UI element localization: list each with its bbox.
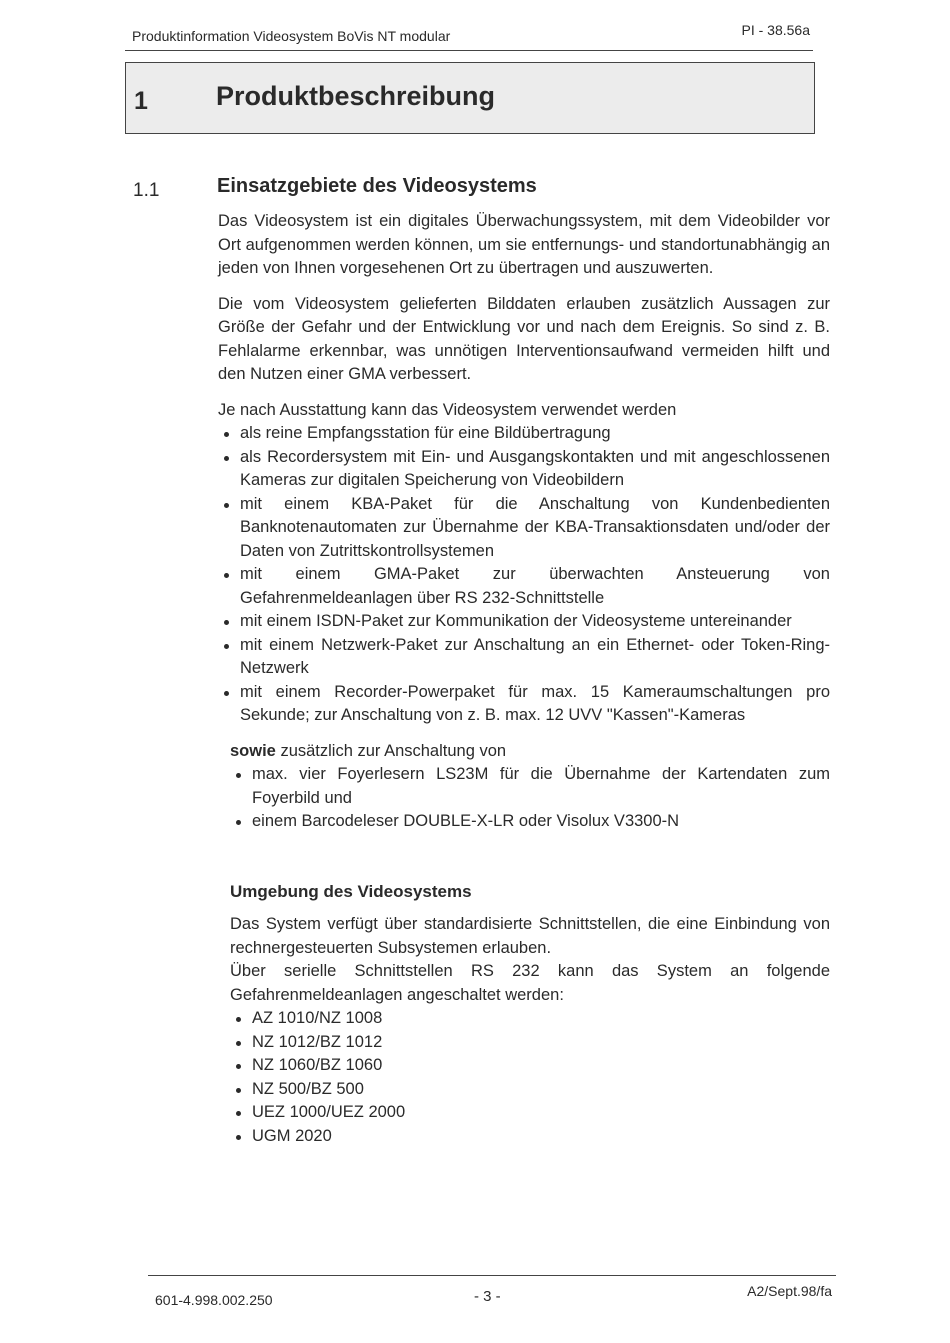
content [218, 210, 830, 1160]
also-rest: zusätzlich zur Anschaltung von [275, 741, 507, 760]
section-title: Einsatzgebiete des Videosystems [217, 175, 537, 197]
paragraph: Das System verfügt über standardisierte Schnittstellen, die eine Einbindung von rechnergesteuerten Subsystemen erlauben. [230, 915, 830, 957]
list-item: UEZ 1000/UEZ 2000 [230, 1101, 830, 1125]
list-item: mit einem Netzwerk-Paket zur Anschaltung an ein Ethernet- oder Token-Ring-Netzwerk [218, 634, 830, 681]
list-item: NZ 1060/BZ 1060 [230, 1054, 830, 1078]
list-item: AZ 1010/NZ 1008 [230, 1007, 830, 1031]
list-item: max. vier Foyerlesern LS23M für die Übernahme der Kartendaten zum Foyerbild und [230, 763, 830, 810]
list-item: mit einem Recorder-Powerpaket für max. 15 Kameraumschaltungen pro Sekunde; zur Anschaltung von z. B. max. 12 UVV "Kassen"-Kameras [218, 681, 830, 728]
section-number: 1.1 [133, 180, 160, 201]
environment-heading: Umgebung des Videosystems [230, 881, 472, 901]
also-list [218, 763, 830, 834]
footer-revision: A2/Sept.98/fa [747, 1283, 832, 1299]
list-item: UGM 2020 [230, 1125, 830, 1149]
uses-list [218, 422, 830, 728]
page-header-left: Produktinformation Videosystem BoVis NT modular [132, 28, 451, 44]
header-rule [125, 50, 813, 51]
chapter-title: Produktbeschreibung [216, 81, 496, 111]
gma-list [218, 1007, 830, 1148]
paragraph: Das Videosystem ist ein digitales Überwachungssystem, mit dem Videobilder vor Ort aufgenommen werden können, um sie entfernungs- und standortunabhängig an jeden von Ihnen vorgesehenen Ort zu übertragen und auszuwerten. [218, 212, 830, 277]
list-item: NZ 500/BZ 500 [230, 1078, 830, 1102]
also-intro [218, 740, 830, 764]
page-number: - 3 - [474, 1288, 501, 1305]
list-item: NZ 1012/BZ 1012 [230, 1031, 830, 1055]
list-item: mit einem GMA-Paket zur überwachten Ansteuerung von Gefahrenmeldeanlagen über RS 232-Schnittstelle [218, 563, 830, 610]
footer-rule [148, 1275, 836, 1276]
list-item: als reine Empfangsstation für eine Bildübertragung [218, 422, 830, 446]
paragraph: Je nach Ausstattung kann das Videosystem verwendet werden [218, 400, 677, 419]
chapter-number: 1 [134, 87, 148, 115]
list-item: als Recordersystem mit Ein- und Ausgangskontakten und mit angeschlossenen Kameras zur digitalen Speicherung von Videobildern [218, 446, 830, 493]
page-header-right: PI - 38.56a [741, 22, 810, 38]
footer-doc-number: 601-4.998.002.250 [155, 1292, 273, 1308]
list-item: mit einem KBA-Paket für die Anschaltung von Kundenbedienten Banknotenautomaten zur Übernahme der KBA-Transaktionsdaten und/oder der Daten von Zutrittskontrollsystemen [218, 493, 830, 564]
chapter-box [125, 62, 815, 134]
paragraph: Die vom Videosystem gelieferten Bilddaten erlauben zusätzlich Aussagen zur Größe der Gefahr und der Entwicklung vor und nach dem Ereignis. So sind z. B. Fehlalarme erkennbar, was unnötigen Interventionsaufwand vermeiden hilft und den Nutzen einer GMA verbessert. [218, 294, 830, 383]
also-bold: sowie [230, 741, 276, 760]
list-item: mit einem ISDN-Paket zur Kommunikation der Videosysteme untereinander [218, 610, 830, 634]
list-item: einem Barcodeleser DOUBLE-X-LR oder Visolux V3300-N [230, 810, 830, 834]
paragraph: Über serielle Schnittstellen RS 232 kann das System an folgende Gefahrenmeldeanlagen angeschaltet werden: [230, 962, 830, 1004]
